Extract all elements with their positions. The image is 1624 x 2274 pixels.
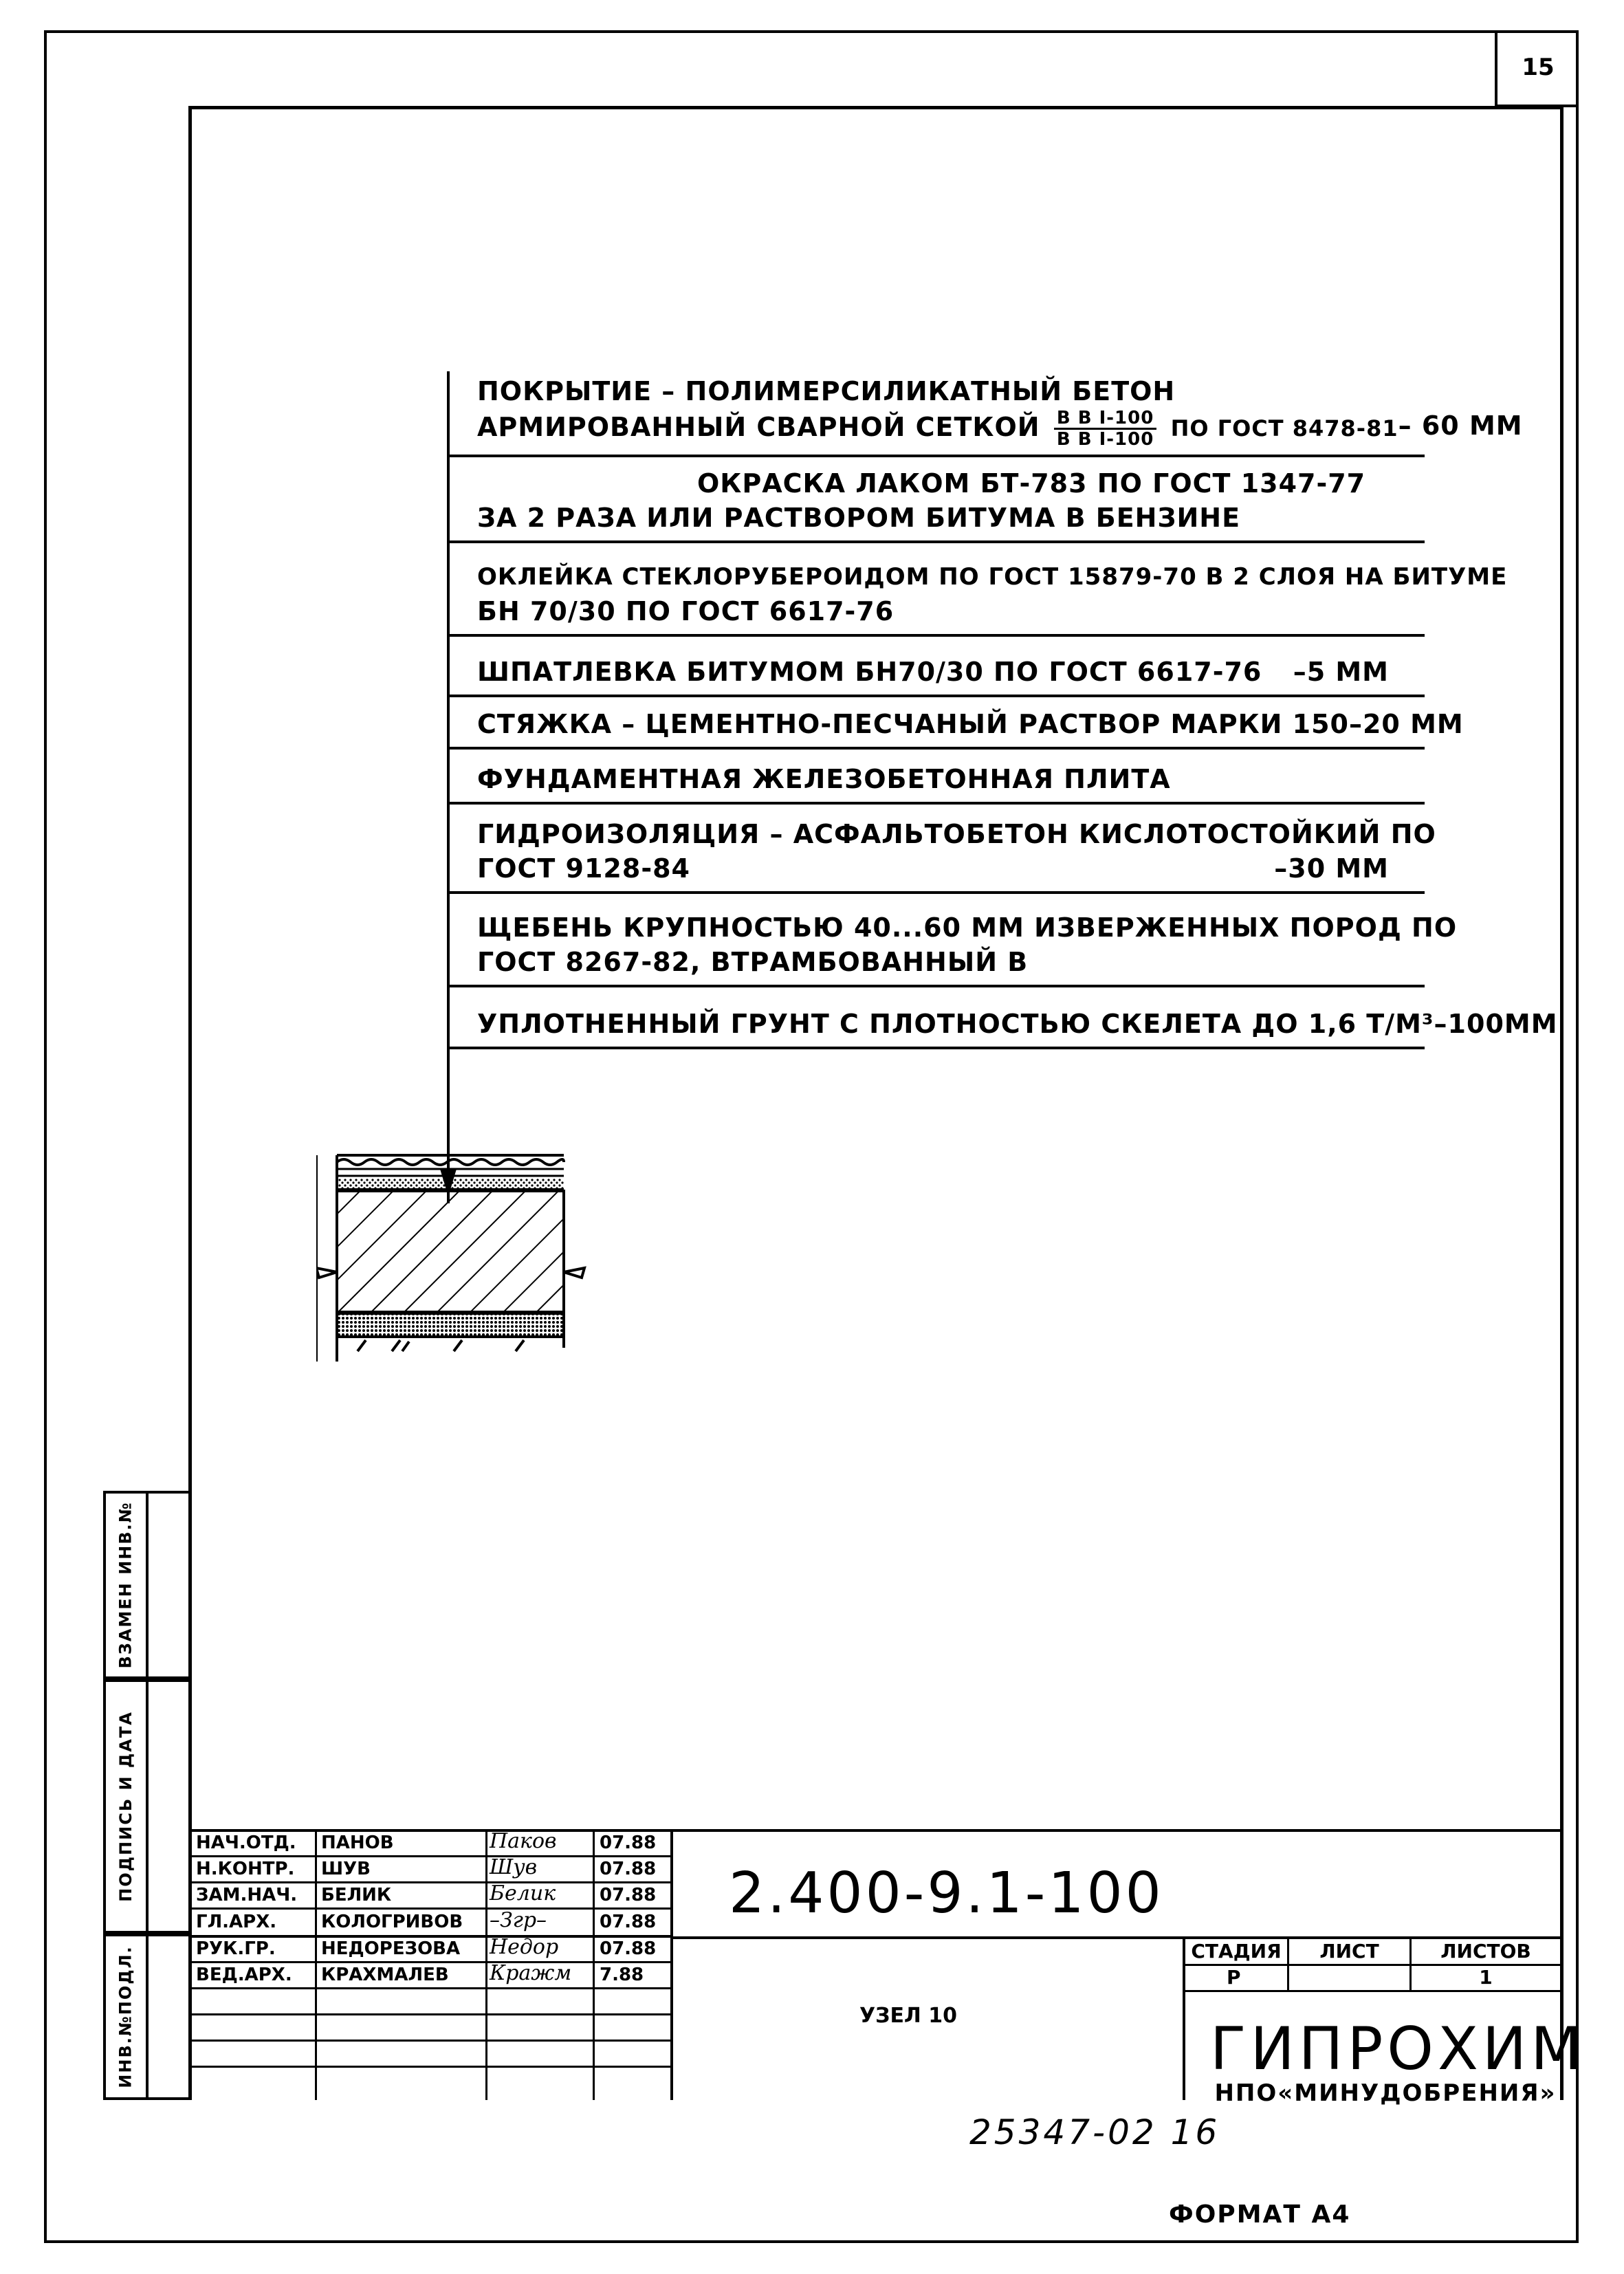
stamp-replace-inv — [103, 1491, 188, 1679]
tb-role-5: РУК.ГР. — [196, 1938, 276, 1959]
tb-date-1: 07.88 — [600, 1833, 657, 1853]
layer-1 — [448, 369, 1523, 457]
tb-sign-2: Шув — [490, 1855, 538, 1879]
layer-7-line2 — [477, 851, 1425, 886]
organization-name: ГИПРОХИМ — [1210, 2015, 1586, 2084]
layer-7-thickness: –30 ММ — [1274, 853, 1389, 884]
tb-row9 — [192, 2066, 670, 2068]
sheet-header: ЛИСТ — [1319, 1940, 1379, 1963]
layer-7-line1: ГИДРОИЗОЛЯЦИЯ – АСФАЛЬТОБЕТОН КИСЛОТОСТОЙКИЙ ПО — [477, 819, 1436, 849]
layer-3-line1: ОКЛЕЙКА СТЕКЛОРУБЕРОИДОМ ПО ГОСТ 15879-70 В 2 СЛОЯ НА БИТУМЕ — [477, 563, 1508, 591]
layer-6-line1: ФУНДАМЕНТНАЯ ЖЕЛЕЗОБЕТОННАЯ ПЛИТА — [477, 764, 1171, 794]
tb-row8 — [192, 2040, 670, 2042]
title-block-divider — [670, 1829, 673, 2100]
layer-7 — [448, 811, 1436, 894]
stage-value: Р — [1227, 1966, 1241, 1989]
tb-sign-6: Кражм — [490, 1961, 572, 1985]
tb-sign-3: Белик — [490, 1881, 556, 1905]
layer-7-gost: ГОСТ 9128-84 — [477, 853, 690, 884]
format-label: ФОРМАТ А4 — [1169, 2200, 1351, 2229]
layer-2-line2: ЗА 2 РАЗА ИЛИ РАСТВОРОМ БИТУМА В БЕНЗИНЕ — [477, 503, 1241, 533]
tb-date-4: 07.88 — [600, 1912, 657, 1932]
layer-1-post: ПО ГОСТ 8478-81 — [1170, 415, 1398, 441]
stamp-inv-orig — [103, 1934, 188, 2100]
tb-col2 — [485, 1829, 487, 2100]
layer-4-line1: ШПАТЛЕВКА БИТУМОМ БН70/30 ПО ГОСТ 6617-76 — [477, 657, 1262, 687]
layer-8-line2: ГОСТ 8267-82, ВТРАМБОВАННЫЙ В — [477, 947, 1029, 977]
tb-role-6: ВЕД.АРХ. — [196, 1965, 292, 1985]
layer-4-thickness: –5 ММ — [1293, 657, 1389, 687]
layer-5-line1: СТЯЖКА – ЦЕМЕНТНО-ПЕСЧАНЫЙ РАСТВОР МАРКИ 150 — [477, 709, 1349, 739]
layer-1-pre: АРМИРОВАННЫЙ СВАРНОЙ СЕТКОЙ — [477, 412, 1040, 442]
layer-2 — [448, 461, 1425, 543]
tb-name-4: КОЛОГРИВОВ — [321, 1912, 463, 1932]
layer-1-line2 — [477, 408, 1523, 450]
layer-8 — [448, 905, 1458, 987]
layer-1-line1: ПОКРЫТИЕ – ПОЛИМЕРСИЛИКАТНЫЙ БЕТОН — [477, 376, 1176, 406]
stamp-sign-date — [103, 1679, 188, 1934]
stamp-sign-label: ПОДПИСЬ И ДАТА — [116, 1711, 136, 1902]
tb-sign-5: Недор — [490, 1935, 559, 1959]
tb-date-2: 07.88 — [600, 1859, 657, 1879]
mesh-denominator: В В I-100 — [1056, 429, 1154, 450]
layer-3-line2: БН 70/30 ПО ГОСТ 6617-76 — [477, 596, 895, 626]
layer-2-line1: ОКРАСКА ЛАКОМ БТ-783 ПО ГОСТ 1347-77 — [697, 468, 1366, 499]
mesh-numerator: В В I-100 — [1054, 408, 1156, 430]
sheet-number: 15 — [1495, 30, 1579, 107]
tb-date-6: 7.88 — [600, 1965, 644, 1985]
tb-date-3: 07.88 — [600, 1885, 657, 1905]
tb-name-6: КРАХМАЛЕВ — [321, 1965, 449, 1985]
document-code: 2.400-9.1-100 — [729, 1861, 1164, 1926]
tb-role-2: Н.КОНТР. — [196, 1859, 295, 1879]
tb-col3 — [593, 1829, 595, 2100]
organization-subtitle: НПО«МИНУДОБРЕНИЯ» — [1214, 2079, 1557, 2107]
layer-6 — [448, 756, 1425, 805]
tb-date-5: 07.88 — [600, 1938, 657, 1959]
tb-role-3: ЗАМ.НАЧ. — [196, 1885, 298, 1905]
mesh-fraction — [1054, 408, 1156, 449]
archive-number: 25347-02 16 — [969, 2112, 1220, 2152]
floor-section-drawing — [316, 1135, 591, 1396]
tb-name-3: БЕЛИК — [321, 1885, 392, 1905]
layer-3 — [448, 554, 1508, 637]
layer-9 — [448, 1001, 1558, 1049]
tb-name-5: НЕДОРЕЗОВА — [321, 1938, 461, 1959]
tb-name-2: ШУВ — [321, 1859, 371, 1879]
tb-role-1: НАЧ.ОТД. — [196, 1833, 296, 1853]
sheets-value: 1 — [1479, 1966, 1493, 1989]
layer-1-thickness: – 60 ММ — [1398, 411, 1523, 441]
stamp-replace-label: ВЗАМЕН ИНВ.№ — [116, 1501, 135, 1669]
layer-5-thickness: –20 ММ — [1348, 709, 1464, 739]
tb-row7 — [192, 2013, 670, 2015]
stage-header: СТАДИЯ — [1191, 1940, 1282, 1963]
tb-sign-1: Паков — [490, 1829, 557, 1853]
tb-role-4: ГЛ.АРХ. — [196, 1912, 277, 1932]
layer-9-line1: УПЛОТНЕННЫЙ ГРУНТ С ПЛОТНОСТЬЮ СКЕЛЕТА ДО 1,6 Т/М³–100ММ — [477, 1009, 1558, 1039]
layer-8-line1: ЩЕБЕНЬ КРУПНОСТЬЮ 40...60 ММ ИЗВЕРЖЕННЫХ ПОРОД ПО — [477, 912, 1458, 943]
tb-name-1: ПАНОВ — [321, 1833, 394, 1853]
node-label: УЗЕЛ 10 — [859, 2004, 958, 2028]
layer-4 — [448, 649, 1425, 697]
tb-sign-4: –Згр– — [490, 1908, 547, 1932]
stamp-inv-label: ИНВ.№ПОДЛ. — [116, 1945, 135, 2088]
layer-5 — [448, 701, 1464, 750]
sheets-header: ЛИСТОВ — [1440, 1940, 1531, 1963]
